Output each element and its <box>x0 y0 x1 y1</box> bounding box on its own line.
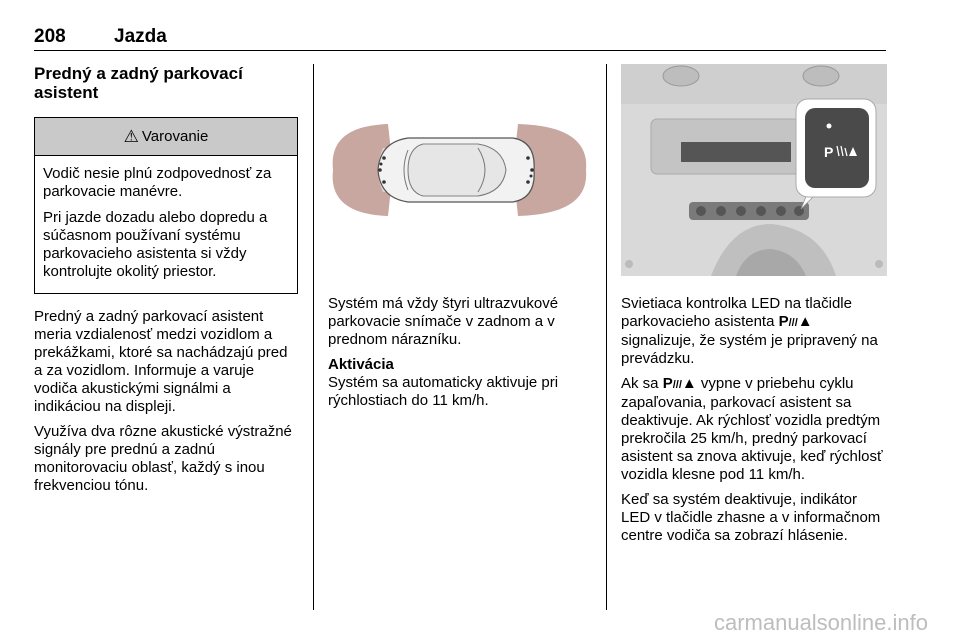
warning-title: Varovanie <box>141 128 209 145</box>
activation-heading: Aktivácia <box>328 356 394 373</box>
body-paragraph: Predný a zadný parkovací asistent meria vzdialenosť medzi vozidlom a prekážkami, ktoré sa nachádzajú pred a za vozidlom. Informuje a varuje vodiča akustickými signálmi a indikáciou na displeji. <box>34 308 288 415</box>
column-2 <box>328 64 594 417</box>
column-divider <box>606 64 607 610</box>
warning-box <box>34 117 298 294</box>
body-paragraph: Keď sa systém deaktivuje, indikátor LED v tlačidle zhasne a v informačnom centre vodiča sa zobrazí hlásenie. <box>621 491 881 544</box>
sensor-coverage-illustration <box>328 64 594 276</box>
warning-text: Vodič nesie plnú zodpovednosť za parkovacie manévre. <box>43 165 272 200</box>
body-paragraph: Systém sa automaticky aktivuje pri rýchlostiach do 11 km/h. <box>328 374 559 409</box>
body-paragraph: Využíva dva rôzne akustické výstražné signály pre prednú a zadnú monitorovaciu oblasť, každý s inou frekvenciou tónu. <box>34 423 292 494</box>
warning-text: Pri jazde dozadu alebo dopredu a súčasnom používaní systému parkovacieho asistenta si vždy kontrolujte okolitý priestor. <box>43 209 268 280</box>
chapter-title: Jazda <box>114 26 167 47</box>
warning-header <box>35 118 297 156</box>
parking-button-illustration <box>621 64 887 276</box>
warning-triangle-icon: ⚠ <box>123 126 139 146</box>
parking-assist-icon: P///▲ <box>662 375 697 392</box>
section-title: Predný a zadný parkovací asistent <box>34 64 243 102</box>
body-paragraph: Svietiaca kontrolka LED na tlačidle parkovacieho asistenta P///▲ signalizuje, že systém je pripravený na prevádzku. <box>621 295 878 367</box>
parking-assist-icon: P///▲ <box>778 313 813 330</box>
parking-button-label: P <box>824 144 834 160</box>
page-header <box>34 24 886 51</box>
column-divider <box>313 64 314 610</box>
body-paragraph: Systém má vždy štyri ultrazvukové parkovacie snímače v zadnom a v prednom nárazníku. <box>328 295 559 348</box>
page-number: 208 <box>34 26 66 47</box>
column-1 <box>34 64 298 502</box>
body-paragraph: Ak sa P///▲ vypne v priebehu cyklu zapaľovania, parkovací asistent sa deaktivuje. Ak rýchlosť vozidla predtým prekročila 25 km/h, predný parkovací asistent sa znova aktivuje, keď rýchlosť vozidla klesne pod 11 km/h. <box>621 375 883 483</box>
watermark: carmanualsonline.info <box>713 610 928 635</box>
column-3 <box>621 64 887 552</box>
